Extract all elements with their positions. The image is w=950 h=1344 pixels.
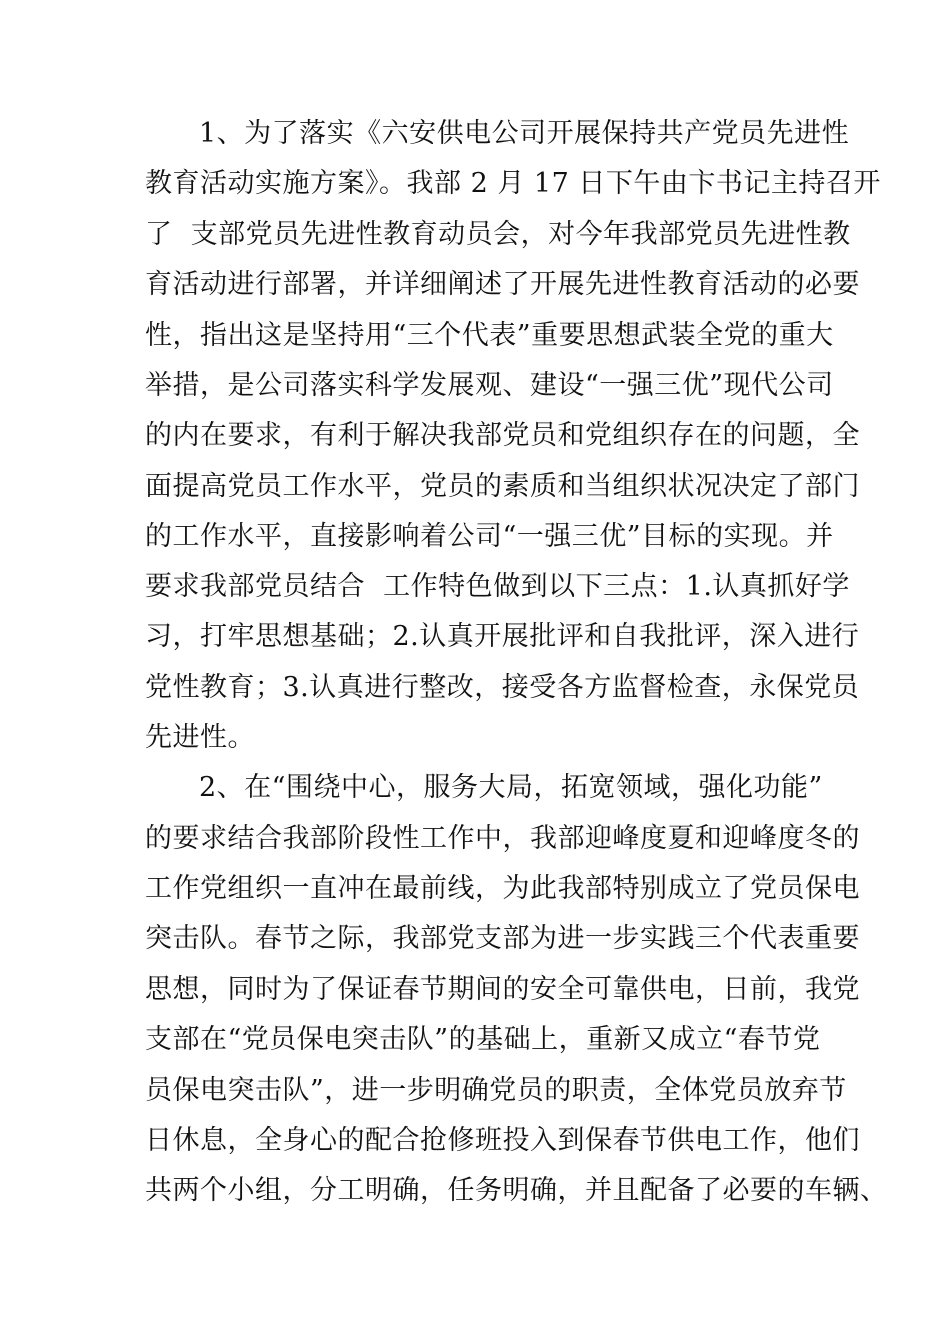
paragraph-2-line-8: 日休息，全身心的配合抢修班投入到保春节供电工作，他们 bbox=[145, 1125, 860, 1156]
paragraph-2-line-7: 员保电突击队”，进一步明确党员的职责，全体党员放弃节 bbox=[145, 1075, 847, 1106]
paragraph-2-line-4: 突击队。春节之际，我部党支部为进一步实践三个代表重要 bbox=[145, 923, 860, 954]
paragraph-2-line-9: 共两个小组，分工明确，任务明确，并且配备了必要的车辆、 bbox=[145, 1175, 888, 1206]
paragraph-1-line-10: 要求我部党员结合 工作特色做到以下三点：1.认真抓好学 bbox=[145, 571, 850, 602]
paragraph-2-line-3: 工作党组织一直冲在最前线，为此我部特别成立了党员保电 bbox=[145, 873, 860, 904]
paragraph-2-line-5: 思想，同时为了保证春节期间的安全可靠供电，日前，我党 bbox=[145, 974, 860, 1005]
paragraph-1-line-8: 面提高党员工作水平，党员的素质和当组织状况决定了部门 bbox=[145, 471, 860, 502]
paragraph-1-line-5: 性，指出这是坚持用“三个代表”重要思想武装全党的重大 bbox=[145, 320, 834, 351]
paragraph-2-line-2: 的要求结合我部阶段性工作中，我部迎峰度夏和迎峰度冬的 bbox=[145, 823, 860, 854]
paragraph-1-line-12: 党性教育；3.认真进行整改，接受各方监督检查，永保党员 bbox=[145, 672, 860, 703]
paragraph-1-line-6: 举措，是公司落实科学发展观、建设“一强三优”现代公司 bbox=[145, 370, 834, 401]
paragraph-1-line-2: 教育活动实施方案》。我部 2 月 17 日下午由卞书记主持召开 bbox=[145, 168, 881, 199]
paragraph-1-line-7: 的内在要求，有利于解决我部党员和党组织存在的问题，全 bbox=[145, 420, 860, 451]
paragraph-1-line-11: 习，打牢思想基础；2.认真开展批评和自我批评，深入进行 bbox=[145, 621, 860, 652]
paragraph-1-line-13: 先进性。 bbox=[145, 722, 255, 753]
paragraph-1-line-3: 了 支部党员先进性教育动员会，对今年我部党员先进性教 bbox=[145, 219, 851, 250]
paragraph-1-line-9: 的工作水平，直接影响着公司“一强三优”目标的实现。并 bbox=[145, 521, 834, 552]
paragraph-1-line-4: 育活动进行部署，并详细阐述了开展先进性教育活动的必要 bbox=[145, 269, 860, 300]
paragraph-2-line-1: 2、在“围绕中心，服务大局，拓宽领域，强化功能” bbox=[199, 772, 823, 803]
paragraph-2-line-6: 支部在“党员保电突击队”的基础上，重新又成立“春节党 bbox=[145, 1024, 821, 1055]
paragraph-1-line-1: 1、为了落实《六安供电公司开展保持共产党员先进性 bbox=[199, 118, 850, 149]
